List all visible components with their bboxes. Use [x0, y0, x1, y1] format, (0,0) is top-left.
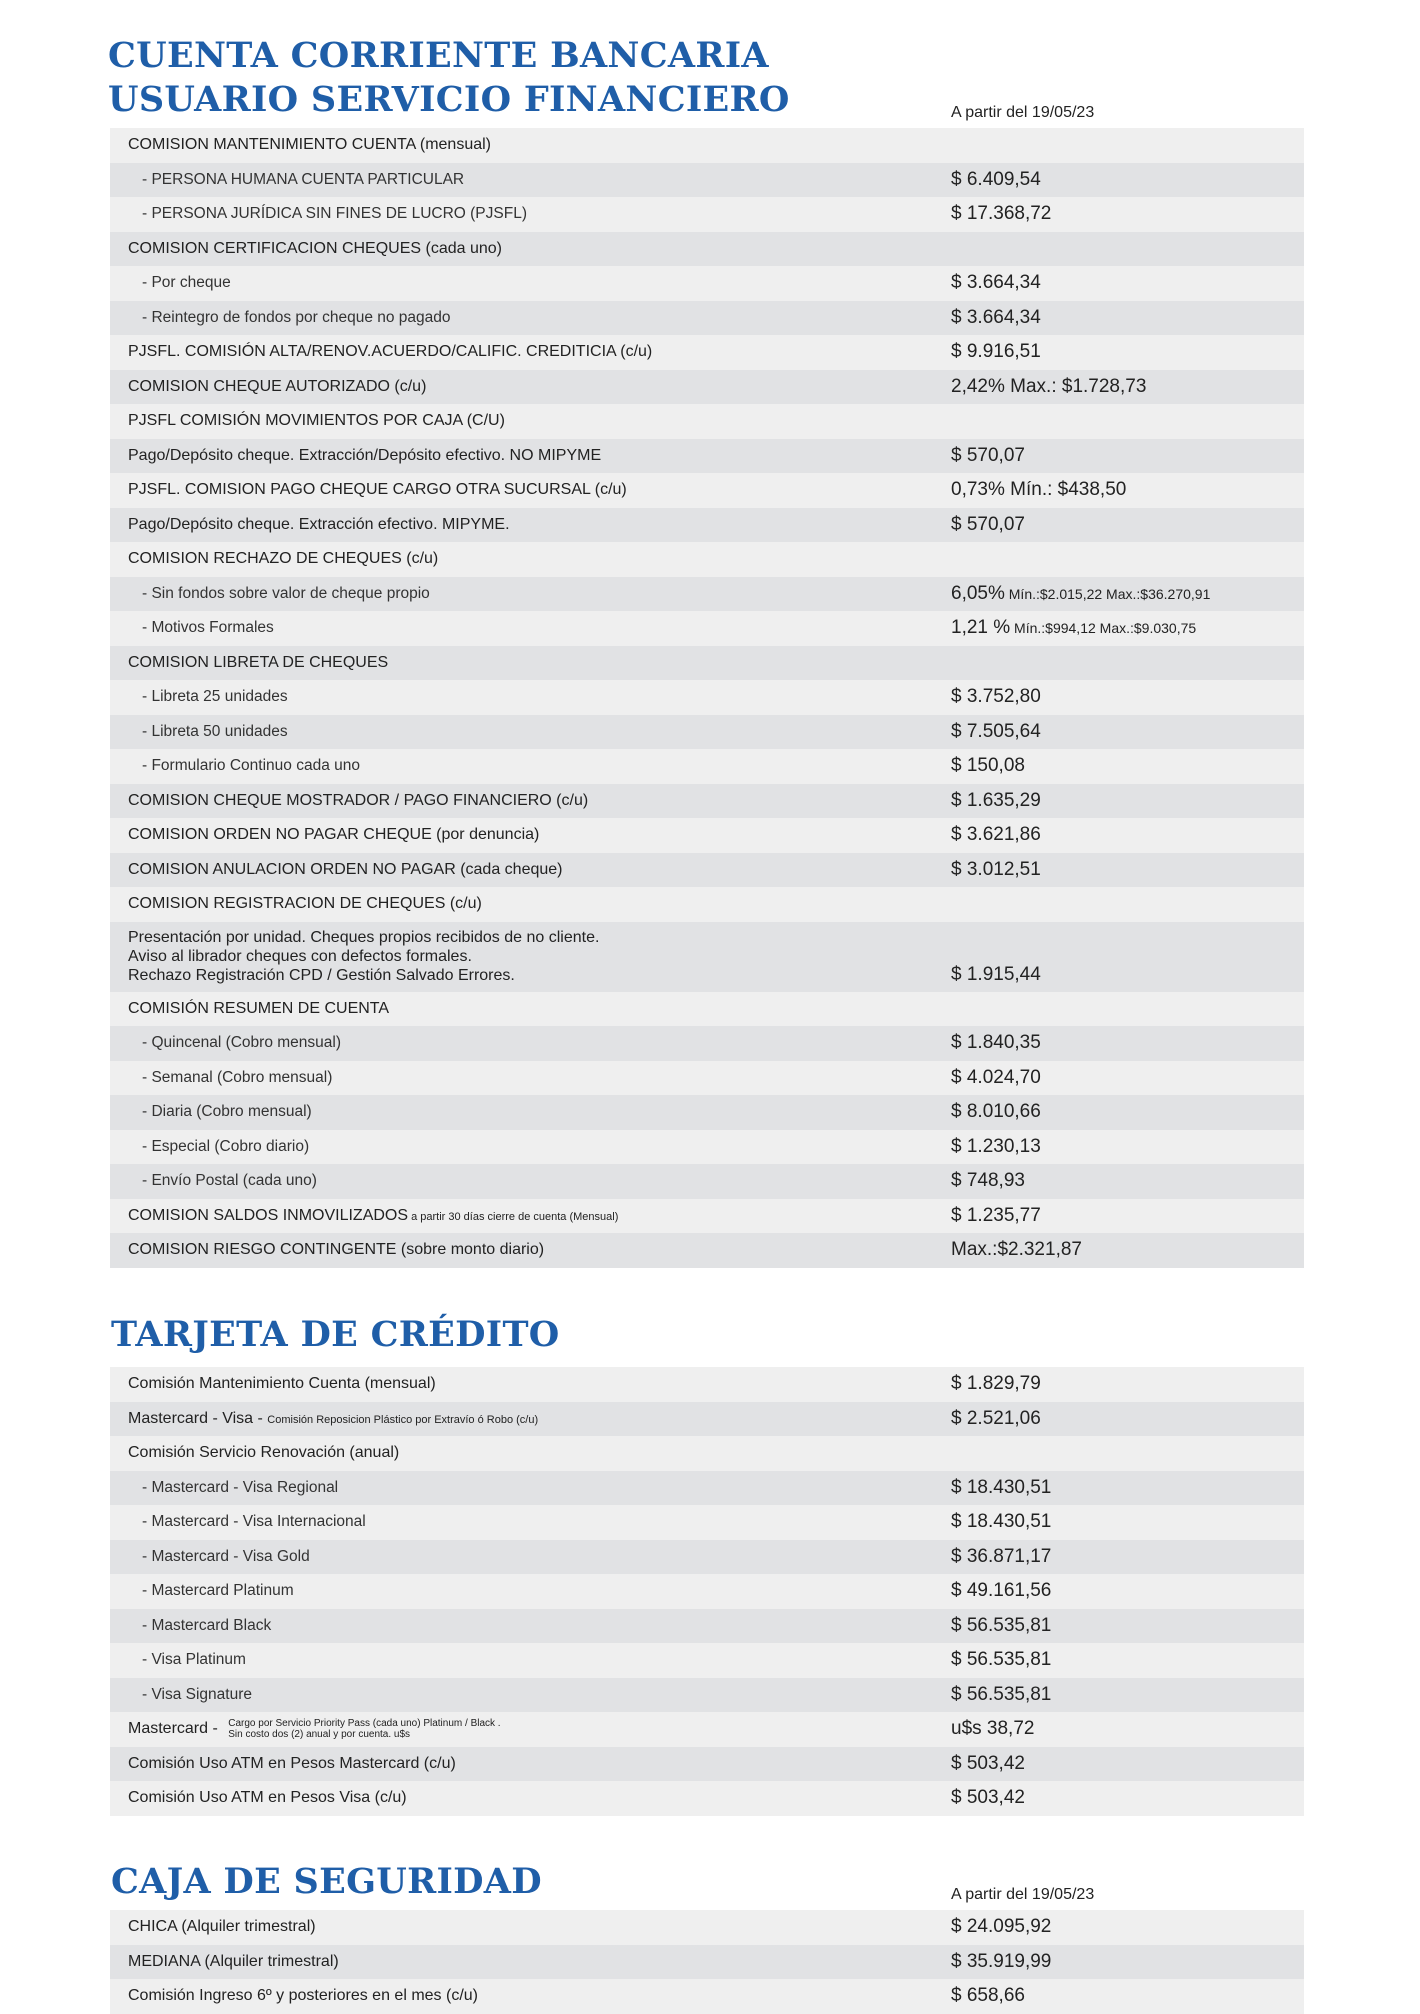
row-label: - PERSONA JURÍDICA SIN FINES DE LUCRO (PJSFL) [142, 205, 527, 223]
row-value: 0,73% Mín.: $438,50 [951, 479, 1127, 501]
table-row [110, 370, 1304, 405]
table-row [110, 577, 1304, 612]
row-label: Pago/Depósito cheque. Extracción/Depósito efectivo. NO MIPYME [128, 446, 602, 464]
table-row [110, 1781, 1304, 1816]
row-value: $ 570,07 [951, 513, 1025, 535]
table-row [110, 1609, 1304, 1644]
row-label: COMISION LIBRETA DE CHEQUES [128, 653, 389, 671]
table-row [110, 128, 1304, 163]
row-label: - Por cheque [142, 274, 231, 292]
table-row [110, 646, 1304, 681]
row-label-note: a partir 30 días cierre de cuenta (Mensual) [408, 1210, 619, 1223]
table-cuenta [110, 128, 1304, 1268]
row-label: - Semanal (Cobro mensual) [142, 1068, 333, 1086]
row-label: PJSFL COMISIÓN MOVIMIENTOS POR CAJA (C/U) [128, 412, 505, 430]
row-label: PJSFL. COMISIÓN ALTA/RENOV.ACUERDO/CALIFIC. CREDITICIA (c/u) [128, 343, 653, 361]
row-label: Comisión Ingreso 6º y posteriores en el mes (c/u) [128, 1987, 478, 2005]
table-row [110, 1130, 1304, 1165]
row-value: u$s 38,72 [951, 1718, 1035, 1740]
row-label: Comisión Uso ATM en Pesos Mastercard (c/u) [128, 1754, 456, 1772]
table-row [110, 266, 1304, 301]
row-label: COMISION CHEQUE MOSTRADOR / PAGO FINANCIERO (c/u) [128, 791, 589, 809]
row-label: - Mastercard - Visa Regional [142, 1478, 339, 1496]
table-row [110, 1233, 1304, 1268]
row-value: $ 150,08 [951, 755, 1025, 777]
title-caja: CAJA DE SEGURIDAD [111, 1861, 542, 1902]
row-label: PJSFL. COMISION PAGO CHEQUE CARGO OTRA SUCURSAL (c/u) [128, 481, 627, 499]
table-row [110, 404, 1304, 439]
row-label: COMISION MANTENIMIENTO CUENTA (mensual) [128, 136, 491, 154]
row-value: 2,42% Max.: $1.728,73 [951, 375, 1147, 397]
row-value: $ 1.235,77 [951, 1204, 1041, 1226]
row-label: - Diaria (Cobro mensual) [142, 1103, 312, 1121]
table-row [110, 784, 1304, 819]
table-row [110, 301, 1304, 336]
table-row [110, 335, 1304, 370]
date-note-cuenta: A partir del 19/05/23 [951, 104, 1095, 121]
title-cuenta-line1: CUENTA CORRIENTE BANCARIA [108, 35, 769, 76]
table-row [110, 1095, 1304, 1130]
row-value: $ 3.664,34 [951, 306, 1041, 328]
row-label: - Libreta 50 unidades [142, 722, 288, 740]
table-row [110, 508, 1304, 543]
row-value-note: Mín.:$994,12 Max.:$9.030,75 [1010, 620, 1197, 637]
row-value: $ 9.916,51 [951, 341, 1041, 363]
row-label-note: Comisión Reposicion Plástico por Extravío ó Robo (c/u) [267, 1413, 539, 1426]
table-row [110, 439, 1304, 474]
row-label: - Sin fondos sobre valor de cheque propio [142, 584, 430, 602]
row-value: $ 3.752,80 [951, 686, 1041, 708]
table-row [110, 1026, 1304, 1061]
row-value: 1,21 % Mín.:$994,12 Max.:$9.030,75 [951, 617, 1197, 639]
table-row [110, 1643, 1304, 1678]
table-row [110, 1367, 1304, 1402]
table-tarjeta [110, 1367, 1304, 1816]
row-value: $ 1.230,13 [951, 1135, 1041, 1157]
row-value: $ 56.535,81 [951, 1614, 1052, 1636]
row-value: $ 1.829,79 [951, 1373, 1041, 1395]
row-value: $ 1.915,44 [951, 963, 1041, 985]
row-value: $ 3.664,34 [951, 272, 1041, 294]
row-value: $ 6.409,54 [951, 168, 1041, 190]
table-row [110, 473, 1304, 508]
row-value: $ 36.871,17 [951, 1545, 1052, 1567]
table-row [110, 853, 1304, 888]
table-row [110, 1540, 1304, 1575]
row-value: Max.:$2.321,87 [951, 1239, 1082, 1261]
table-row [110, 163, 1304, 198]
row-value: $ 17.368,72 [951, 203, 1052, 225]
row-label: - Visa Platinum [142, 1651, 246, 1669]
row-label: COMISION ORDEN NO PAGAR CHEQUE (por denuncia) [128, 826, 540, 844]
row-label: - Especial (Cobro diario) [142, 1137, 310, 1155]
row-label: - Motivos Formales [142, 619, 274, 637]
table-row [110, 1945, 1304, 1980]
row-label: Comisión Servicio Renovación (anual) [128, 1444, 400, 1462]
row-value: $ 3.012,51 [951, 858, 1041, 880]
row-value-note: Mín.:$2.015,22 Max.:$36.270,91 [1004, 585, 1211, 602]
row-value: $ 503,42 [951, 1752, 1025, 1774]
table-row [110, 197, 1304, 232]
row-label: Comisión Mantenimiento Cuenta (mensual) [128, 1375, 436, 1393]
row-label: - Visa Signature [142, 1685, 252, 1703]
row-value: $ 8.010,66 [951, 1101, 1041, 1123]
row-value: $ 1.635,29 [951, 789, 1041, 811]
table-row [110, 611, 1304, 646]
table-row [110, 1747, 1304, 1782]
row-label: - Mastercard Platinum [142, 1582, 294, 1600]
row-label: - Reintegro de fondos por cheque no pagado [142, 308, 451, 326]
row-label: COMISIÓN RESUMEN DE CUENTA [128, 999, 390, 1017]
row-label: COMISION ANULACION ORDEN NO PAGAR (cada cheque) [128, 860, 563, 878]
row-label: Mastercard - Visa - Comisión Reposicion Plástico por Extravío ó Robo (c/u) [128, 1409, 539, 1427]
table-row [110, 1061, 1304, 1096]
row-label: MEDIANA (Alquiler trimestral) [128, 1952, 339, 1970]
row-value: $ 1.840,35 [951, 1032, 1041, 1054]
row-label: COMISION REGISTRACION DE CHEQUES (c/u) [128, 895, 482, 913]
row-value: $ 56.535,81 [951, 1683, 1052, 1705]
table-row [110, 749, 1304, 784]
row-value: $ 49.161,56 [951, 1580, 1052, 1602]
table-row [110, 1199, 1304, 1234]
table-row [110, 232, 1304, 267]
table-row [110, 715, 1304, 750]
table-row [110, 992, 1304, 1027]
row-value: $ 3.621,86 [951, 824, 1041, 846]
row-value: $ 18.430,51 [951, 1476, 1052, 1498]
row-label: - Mastercard - Visa Internacional [142, 1513, 366, 1531]
row-label: Pago/Depósito cheque. Extracción efectivo. MIPYME. [128, 515, 510, 533]
title-cuenta-line2: USUARIO SERVICIO FINANCIERO [108, 79, 790, 120]
title-tarjeta: TARJETA DE CRÉDITO [111, 1314, 560, 1355]
row-value: $ 56.535,81 [951, 1649, 1052, 1671]
date-note-caja: A partir del 19/05/23 [951, 1886, 1095, 1903]
table-row [110, 680, 1304, 715]
row-label: COMISION SALDOS INMOVILIZADOS a partir 30 días cierre de cuenta (Mensual) [128, 1206, 619, 1224]
row-value: $ 7.505,64 [951, 720, 1041, 742]
row-value: $ 24.095,92 [951, 1916, 1052, 1938]
row-value: $ 503,42 [951, 1787, 1025, 1809]
row-label: Presentación por unidad. Cheques propios recibidos de no cliente. Aviso al librador cheques con defectos formales. Rechazo Registración CPD / Gestión Salvado Errores. [128, 928, 600, 984]
row-label: COMISION RIESGO CONTINGENTE (sobre monto diario) [128, 1241, 545, 1259]
table-row [110, 1678, 1304, 1713]
table-row [110, 1471, 1304, 1506]
table-row [110, 1712, 1304, 1747]
row-label: - Envío Postal (cada uno) [142, 1172, 317, 1190]
row-label: - PERSONA HUMANA CUENTA PARTICULAR [142, 170, 465, 188]
row-label: - Mastercard Black [142, 1616, 272, 1634]
row-label: - Formulario Continuo cada uno [142, 757, 360, 775]
row-value: $ 658,66 [951, 1985, 1025, 2007]
row-label: Mastercard - Cargo por Servicio Priority Pass (cada uno) Platinum / Black . Sin costo dos (2) anual y por cuenta. u$s [128, 1718, 501, 1741]
table-row [110, 1402, 1304, 1437]
row-label: COMISION CHEQUE AUTORIZADO (c/u) [128, 377, 427, 395]
table-row [110, 1505, 1304, 1540]
table-row [110, 542, 1304, 577]
row-value: $ 18.430,51 [951, 1511, 1052, 1533]
table-row [110, 1910, 1304, 1945]
row-label: - Quincenal (Cobro mensual) [142, 1034, 342, 1052]
row-label: COMISION CERTIFICACION CHEQUES (cada uno) [128, 239, 502, 257]
row-label: - Mastercard - Visa Gold [142, 1547, 310, 1565]
row-label-note: Cargo por Servicio Priority Pass (cada uno) Platinum / Black . Sin costo dos (2) anual y por cuenta. u$s [228, 1718, 501, 1741]
row-value: $ 4.024,70 [951, 1066, 1041, 1088]
table-row [110, 1436, 1304, 1471]
table-row [110, 818, 1304, 853]
row-value: $ 748,93 [951, 1170, 1025, 1192]
row-label: Comisión Uso ATM en Pesos Visa (c/u) [128, 1789, 407, 1807]
table-row [110, 1164, 1304, 1199]
table-row [110, 1574, 1304, 1609]
row-value: $ 35.919,99 [951, 1950, 1052, 1972]
row-label: - Libreta 25 unidades [142, 688, 288, 706]
table-row [110, 887, 1304, 922]
table-caja [110, 1910, 1304, 2014]
row-value: $ 570,07 [951, 444, 1025, 466]
table-row [110, 922, 1304, 992]
row-value: 6,05% Mín.:$2.015,22 Max.:$36.270,91 [951, 582, 1211, 604]
row-label: COMISION RECHAZO DE CHEQUES (c/u) [128, 550, 439, 568]
row-label: CHICA (Alquiler trimestral) [128, 1918, 316, 1936]
row-value: $ 2.521,06 [951, 1407, 1041, 1429]
table-row [110, 1979, 1304, 2014]
